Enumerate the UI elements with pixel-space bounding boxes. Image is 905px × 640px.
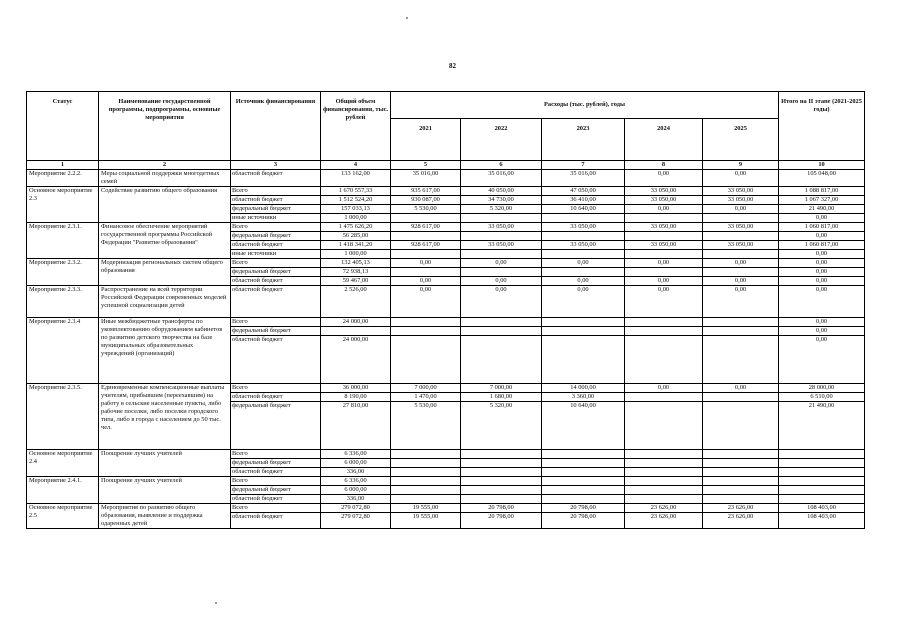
table-row xyxy=(27,384,865,393)
status-cell: Мероприятие 2.3.4 xyxy=(27,318,99,384)
scan-speck xyxy=(406,17,408,19)
total-cell: 1 000,00 xyxy=(321,250,391,259)
year-value-cell xyxy=(391,327,461,336)
year-value-cell: 20 798,00 xyxy=(461,513,542,529)
total-cell: 1 475 626,20 xyxy=(321,223,391,232)
funding-source-cell: Всего xyxy=(231,318,321,327)
year-value-cell xyxy=(542,268,625,277)
year-value-cell xyxy=(625,336,703,384)
total-cell: 59 467,00 xyxy=(321,277,391,286)
column-numbers-row xyxy=(27,161,865,170)
year-value-cell: 20 798,00 xyxy=(542,504,625,513)
year-value-cell xyxy=(703,214,779,223)
status-cell: Мероприятие 2.2.2. xyxy=(27,170,99,187)
table-row xyxy=(27,223,865,232)
year-value-cell xyxy=(703,459,779,468)
year-value-cell: 0,00 xyxy=(542,286,625,318)
stage-total-cell: 28 000,00 xyxy=(779,384,865,393)
table-row xyxy=(27,187,865,196)
year-value-cell: 34 730,00 xyxy=(461,196,542,205)
scan-speck xyxy=(215,602,217,604)
year-value-cell xyxy=(461,214,542,223)
year-value-cell: 0,00 xyxy=(703,259,779,268)
year-value-cell: 0,00 xyxy=(461,286,542,318)
year-value-cell: 0,00 xyxy=(703,170,779,187)
page-number: 82 xyxy=(449,62,456,70)
status-cell: Основное мероприятие 2.5 xyxy=(27,504,99,529)
year-value-cell xyxy=(391,232,461,241)
year-value-cell xyxy=(542,336,625,384)
measure-name-cell: Единовременные компенсационные выплаты учителям, прибывшим (переехавшим) на работу в сельские населенные пункты, либо рабочие поселки, либо поселки городского типа, либо в города с населением до 50 тыс. чел. xyxy=(99,384,231,450)
year-value-cell: 33 050,00 xyxy=(461,241,542,250)
year-value-cell xyxy=(703,268,779,277)
year-value-cell xyxy=(391,336,461,384)
year-value-cell xyxy=(625,459,703,468)
year-value-cell xyxy=(625,250,703,259)
funding-source-cell: Всего xyxy=(231,187,321,196)
stage-total-cell: 6 510,00 xyxy=(779,393,865,402)
header-source: Источник финансирования xyxy=(231,92,321,161)
header-year: 2023 xyxy=(542,119,625,161)
year-value-cell: 36 410,00 xyxy=(542,196,625,205)
funding-source-cell: Всего xyxy=(231,477,321,486)
year-value-cell: 0,00 xyxy=(625,205,703,214)
year-value-cell xyxy=(461,318,542,327)
total-cell: 1 512 524,20 xyxy=(321,196,391,205)
table-row xyxy=(27,170,865,187)
year-value-cell: 33 050,00 xyxy=(703,187,779,196)
stage-total-cell: 0,00 xyxy=(779,286,865,318)
total-cell: 24 000,00 xyxy=(321,318,391,327)
year-value-cell xyxy=(391,450,461,459)
year-value-cell xyxy=(703,393,779,402)
total-cell: 27 810,00 xyxy=(321,402,391,450)
header-total: Общий объем финансирования, тыс. рублей xyxy=(321,92,391,161)
total-cell: 133 162,00 xyxy=(321,170,391,187)
year-value-cell xyxy=(703,327,779,336)
budget-table xyxy=(26,91,865,529)
total-cell: 6 336,00 xyxy=(321,450,391,459)
stage-total-cell: 1 088 817,00 xyxy=(779,187,865,196)
year-value-cell xyxy=(391,268,461,277)
year-value-cell xyxy=(542,495,625,504)
stage-total-cell xyxy=(779,459,865,468)
funding-source-cell: областной бюджет xyxy=(231,196,321,205)
year-value-cell xyxy=(703,495,779,504)
year-value-cell xyxy=(391,214,461,223)
funding-source-cell: иные источники xyxy=(231,250,321,259)
year-value-cell xyxy=(391,318,461,327)
year-value-cell: 33 050,00 xyxy=(703,196,779,205)
year-value-cell xyxy=(625,495,703,504)
funding-source-cell: федеральный бюджет xyxy=(231,459,321,468)
column-number: 3 xyxy=(231,161,321,170)
funding-source-cell: Всего xyxy=(231,259,321,268)
header-program-name: Наименование государственной программы, подпрограммы, основные мероприятия xyxy=(99,92,231,161)
year-value-cell: 0,00 xyxy=(703,205,779,214)
year-value-cell: 19 555,00 xyxy=(391,504,461,513)
total-cell: 2 526,00 xyxy=(321,286,391,318)
funding-source-cell: областной бюджет xyxy=(231,393,321,402)
year-value-cell xyxy=(703,318,779,327)
year-value-cell: 23 626,00 xyxy=(625,513,703,529)
stage-total-cell: 0,00 xyxy=(779,318,865,327)
total-cell: 132 405,13 xyxy=(321,259,391,268)
year-value-cell: 10 640,00 xyxy=(542,402,625,450)
total-cell: 1 000,00 xyxy=(321,214,391,223)
stage-total-cell: 108 403,00 xyxy=(779,504,865,513)
year-value-cell: 935 617,00 xyxy=(391,187,461,196)
year-value-cell: 0,00 xyxy=(391,259,461,268)
funding-source-cell: Всего xyxy=(231,504,321,513)
funding-source-cell: федеральный бюджет xyxy=(231,486,321,495)
year-value-cell: 0,00 xyxy=(703,277,779,286)
year-value-cell xyxy=(542,477,625,486)
table-body xyxy=(27,170,865,529)
funding-source-cell: Всего xyxy=(231,223,321,232)
total-cell: 336,00 xyxy=(321,468,391,477)
status-cell: Основное мероприятие 2.4 xyxy=(27,450,99,477)
year-value-cell: 33 050,00 xyxy=(625,187,703,196)
year-value-cell: 35 016,00 xyxy=(542,170,625,187)
year-value-cell xyxy=(625,232,703,241)
year-value-cell: 33 050,00 xyxy=(542,241,625,250)
column-number: 5 xyxy=(391,161,461,170)
year-value-cell: 0,00 xyxy=(625,277,703,286)
table-row xyxy=(27,477,865,486)
year-value-cell: 0,00 xyxy=(542,277,625,286)
funding-source-cell: областной бюджет xyxy=(231,286,321,318)
table-header xyxy=(27,92,865,170)
funding-source-cell: Всего xyxy=(231,450,321,459)
total-cell: 24 000,00 xyxy=(321,336,391,384)
stage-total-cell: 0,00 xyxy=(779,232,865,241)
year-value-cell xyxy=(625,477,703,486)
year-value-cell xyxy=(542,450,625,459)
year-value-cell: 3 360,00 xyxy=(542,393,625,402)
year-value-cell: 10 640,00 xyxy=(542,205,625,214)
year-value-cell xyxy=(703,468,779,477)
measure-name-cell: Распространение на всей территории Российской Федерации современных моделей успешной социализации детей xyxy=(99,286,231,318)
year-value-cell xyxy=(625,327,703,336)
year-value-cell: 20 798,00 xyxy=(542,513,625,529)
status-cell: Мероприятие 2.3.2. xyxy=(27,259,99,286)
funding-source-cell: областной бюджет xyxy=(231,170,321,187)
year-value-cell xyxy=(542,327,625,336)
measure-name-cell: Финансовое обеспечение мероприятий государственной программы Российской Федерации "Развитие образования" xyxy=(99,223,231,259)
year-value-cell: 33 050,00 xyxy=(703,223,779,232)
stage-total-cell: 21 490,00 xyxy=(779,402,865,450)
year-value-cell: 1 470,00 xyxy=(391,393,461,402)
year-value-cell: 33 050,00 xyxy=(625,196,703,205)
year-value-cell: 33 050,00 xyxy=(461,223,542,232)
year-value-cell xyxy=(461,477,542,486)
total-cell: 6 000,00 xyxy=(321,459,391,468)
year-value-cell xyxy=(703,250,779,259)
stage-total-cell: 21 490,00 xyxy=(779,205,865,214)
year-value-cell: 7 000,00 xyxy=(391,384,461,393)
stage-total-cell: 1 060 817,00 xyxy=(779,223,865,232)
total-cell: 56 285,00 xyxy=(321,232,391,241)
status-cell: Мероприятие 2.3.3. xyxy=(27,286,99,318)
year-value-cell xyxy=(703,336,779,384)
year-value-cell xyxy=(542,214,625,223)
year-value-cell: 35 016,00 xyxy=(461,170,542,187)
total-cell: 1 670 557,33 xyxy=(321,187,391,196)
table-row xyxy=(27,450,865,459)
year-value-cell xyxy=(461,327,542,336)
stage-total-cell: 1 060 817,00 xyxy=(779,241,865,250)
year-value-cell: 1 680,00 xyxy=(461,393,542,402)
measure-name-cell: Поощрение лучших учителей xyxy=(99,450,231,477)
year-value-cell xyxy=(625,214,703,223)
year-value-cell: 0,00 xyxy=(625,384,703,393)
year-value-cell: 0,00 xyxy=(391,286,461,318)
stage-total-cell: 1 067 327,00 xyxy=(779,196,865,205)
measure-name-cell: Мероприятия по развитию общего образования, выявление и поддержка одаренных детей xyxy=(99,504,231,529)
funding-source-cell: областной бюджет xyxy=(231,277,321,286)
funding-source-cell: федеральный бюджет xyxy=(231,268,321,277)
year-value-cell xyxy=(461,486,542,495)
year-value-cell: 7 000,00 xyxy=(461,384,542,393)
year-value-cell xyxy=(461,468,542,477)
year-value-cell xyxy=(391,477,461,486)
year-value-cell: 0,00 xyxy=(461,277,542,286)
table-row xyxy=(27,318,865,327)
funding-source-cell: федеральный бюджет xyxy=(231,402,321,450)
total-cell: 336,00 xyxy=(321,495,391,504)
funding-source-cell: федеральный бюджет xyxy=(231,327,321,336)
measure-name-cell: Модернизация региональных систем общего образования xyxy=(99,259,231,286)
status-cell: Мероприятие 2.3.5. xyxy=(27,384,99,450)
year-value-cell xyxy=(391,459,461,468)
year-value-cell: 23 626,00 xyxy=(703,504,779,513)
year-value-cell: 928 617,00 xyxy=(391,223,461,232)
total-cell xyxy=(321,327,391,336)
column-number: 10 xyxy=(779,161,865,170)
funding-source-cell: областной бюджет xyxy=(231,468,321,477)
year-value-cell xyxy=(391,468,461,477)
year-value-cell xyxy=(625,318,703,327)
year-value-cell: 33 050,00 xyxy=(625,241,703,250)
header-year: 2025 xyxy=(703,119,779,161)
year-value-cell xyxy=(461,250,542,259)
year-value-cell: 5 320,00 xyxy=(461,205,542,214)
year-value-cell: 0,00 xyxy=(625,259,703,268)
header-year: 2024 xyxy=(625,119,703,161)
year-value-cell: 47 050,00 xyxy=(542,187,625,196)
total-cell: 279 072,80 xyxy=(321,504,391,513)
column-number: 6 xyxy=(461,161,542,170)
year-value-cell xyxy=(542,486,625,495)
year-value-cell: 0,00 xyxy=(461,259,542,268)
total-cell: 6 336,00 xyxy=(321,477,391,486)
table-row xyxy=(27,259,865,268)
status-cell: Основное мероприятие 2.3 xyxy=(27,187,99,223)
stage-total-cell: 0,00 xyxy=(779,259,865,268)
year-value-cell xyxy=(703,232,779,241)
header-status: Статус xyxy=(27,92,99,161)
year-value-cell xyxy=(625,268,703,277)
measure-name-cell: Содействие развитию общего образования xyxy=(99,187,231,223)
year-value-cell xyxy=(461,459,542,468)
year-value-cell: 0,00 xyxy=(542,259,625,268)
header-expenses: Расходы (тыс. рублей), годы xyxy=(391,92,779,119)
stage-total-cell: 0,00 xyxy=(779,268,865,277)
year-value-cell: 33 050,00 xyxy=(625,223,703,232)
year-value-cell: 23 626,00 xyxy=(703,513,779,529)
stage-total-cell xyxy=(779,450,865,459)
total-cell: 279 072,80 xyxy=(321,513,391,529)
year-value-cell: 0,00 xyxy=(703,384,779,393)
total-cell: 72 938,13 xyxy=(321,268,391,277)
year-value-cell xyxy=(703,477,779,486)
funding-source-cell: федеральный бюджет xyxy=(231,205,321,214)
year-value-cell xyxy=(391,250,461,259)
funding-source-cell: областной бюджет xyxy=(231,513,321,529)
year-value-cell: 33 050,00 xyxy=(703,241,779,250)
year-value-cell: 33 050,00 xyxy=(542,223,625,232)
column-number: 9 xyxy=(703,161,779,170)
year-value-cell xyxy=(703,486,779,495)
year-value-cell xyxy=(625,402,703,450)
column-number: 4 xyxy=(321,161,391,170)
total-cell: 8 190,00 xyxy=(321,393,391,402)
stage-total-cell: 108 403,00 xyxy=(779,513,865,529)
stage-total-cell: 0,00 xyxy=(779,336,865,384)
measure-name-cell: Меры социальной поддержки многодетных семей xyxy=(99,170,231,187)
table-row xyxy=(27,286,865,318)
stage-total-cell xyxy=(779,495,865,504)
year-value-cell: 928 617,00 xyxy=(391,241,461,250)
year-value-cell xyxy=(461,336,542,384)
year-value-cell: 0,00 xyxy=(703,286,779,318)
year-value-cell xyxy=(461,268,542,277)
total-cell: 6 000,00 xyxy=(321,486,391,495)
stage-total-cell: 105 048,00 xyxy=(779,170,865,187)
stage-total-cell xyxy=(779,468,865,477)
year-value-cell xyxy=(625,486,703,495)
table-row xyxy=(27,504,865,513)
funding-source-cell: областной бюджет xyxy=(231,336,321,384)
year-value-cell xyxy=(461,232,542,241)
year-value-cell xyxy=(542,318,625,327)
year-value-cell xyxy=(703,450,779,459)
year-value-cell xyxy=(542,468,625,477)
year-value-cell: 20 798,00 xyxy=(461,504,542,513)
header-year: 2021 xyxy=(391,119,461,161)
year-value-cell: 19 555,00 xyxy=(391,513,461,529)
year-value-cell: 0,00 xyxy=(625,286,703,318)
stage-total-cell: 0,00 xyxy=(779,277,865,286)
year-value-cell xyxy=(625,393,703,402)
total-cell: 36 000,00 xyxy=(321,384,391,393)
year-value-cell: 5 530,00 xyxy=(391,402,461,450)
header-stage-total: Итого на II этапе (2021-2025 годы) xyxy=(779,92,865,161)
funding-source-cell: иные источники xyxy=(231,214,321,223)
column-number: 2 xyxy=(99,161,231,170)
year-value-cell xyxy=(391,495,461,504)
year-value-cell: 35 016,00 xyxy=(391,170,461,187)
year-value-cell: 40 050,00 xyxy=(461,187,542,196)
year-value-cell xyxy=(625,468,703,477)
year-value-cell: 930 087,00 xyxy=(391,196,461,205)
year-value-cell xyxy=(703,402,779,450)
total-cell: 1 418 341,20 xyxy=(321,241,391,250)
header-year: 2022 xyxy=(461,119,542,161)
year-value-cell xyxy=(461,450,542,459)
measure-name-cell: Иные межбюджетные трансферты по укомплектованию оборудованием кабинетов по развитию детского творчества на базе муниципальных образовательных учреждений (организаций) xyxy=(99,318,231,384)
stage-total-cell xyxy=(779,477,865,486)
funding-source-cell: Всего xyxy=(231,384,321,393)
year-value-cell: 0,00 xyxy=(391,277,461,286)
year-value-cell xyxy=(625,450,703,459)
column-number: 7 xyxy=(542,161,625,170)
funding-source-cell: областной бюджет xyxy=(231,241,321,250)
stage-total-cell xyxy=(779,486,865,495)
year-value-cell xyxy=(461,495,542,504)
measure-name-cell: Поощрение лучших учителей xyxy=(99,477,231,504)
total-cell: 157 033,13 xyxy=(321,205,391,214)
year-value-cell: 0,00 xyxy=(625,170,703,187)
stage-total-cell: 0,00 xyxy=(779,250,865,259)
funding-source-cell: областной бюджет xyxy=(231,495,321,504)
column-number: 8 xyxy=(625,161,703,170)
year-value-cell xyxy=(391,486,461,495)
year-value-cell: 23 626,00 xyxy=(625,504,703,513)
stage-total-cell: 0,00 xyxy=(779,214,865,223)
year-value-cell xyxy=(542,232,625,241)
year-value-cell xyxy=(542,459,625,468)
funding-source-cell: федеральный бюджет xyxy=(231,232,321,241)
column-number: 1 xyxy=(27,161,99,170)
stage-total-cell: 0,00 xyxy=(779,327,865,336)
year-value-cell: 5 320,00 xyxy=(461,402,542,450)
status-cell: Мероприятие 2.3.1. xyxy=(27,223,99,259)
year-value-cell: 14 000,00 xyxy=(542,384,625,393)
status-cell: Мероприятие 2.4.1. xyxy=(27,477,99,504)
year-value-cell: 5 530,00 xyxy=(391,205,461,214)
year-value-cell xyxy=(542,250,625,259)
